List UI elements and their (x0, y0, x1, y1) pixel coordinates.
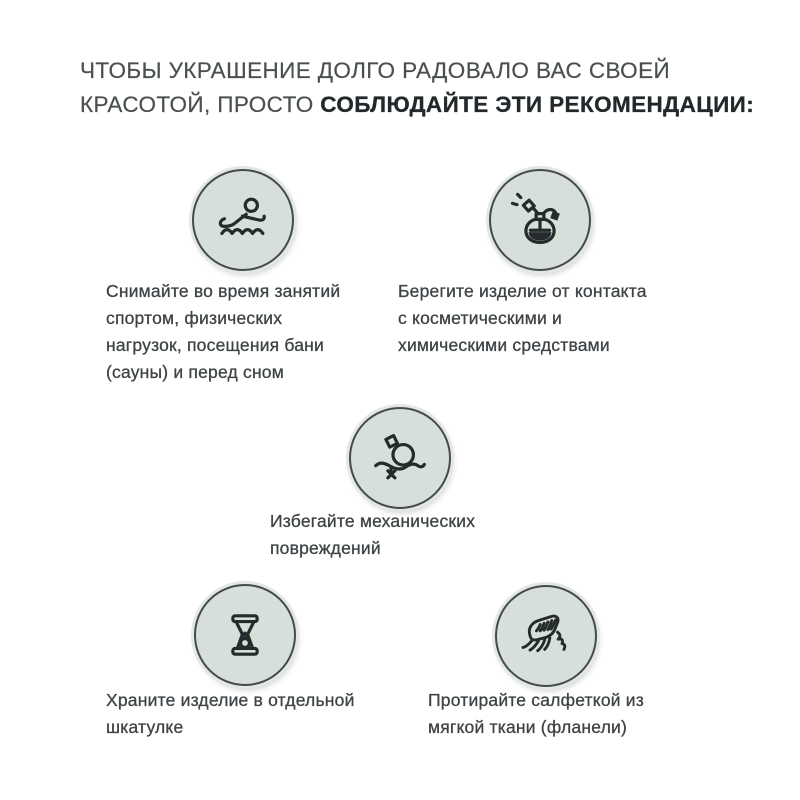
caption-line: с косметическими и (398, 308, 562, 328)
caption-line: Берегите изделие от контакта (398, 281, 647, 301)
page-title-line2-bold: СОБЛЮДАЙТЕ ЭТИ РЕКОМЕНДАЦИИ: (320, 92, 755, 117)
damaged-ring-icon (368, 426, 432, 490)
caption-line: химическими средствами (398, 335, 610, 355)
page-title (80, 54, 770, 122)
polishing-cloth-icon (514, 604, 578, 668)
caption-line: (сауны) и перед сном (106, 362, 284, 382)
caption-line: спортом, физических (106, 308, 283, 328)
caption-avoid-mechanical-damage (270, 508, 475, 562)
swimmer-icon (211, 188, 275, 252)
jewelry-box-icon (213, 603, 277, 667)
caption-line: повреждений (270, 538, 381, 558)
caption-avoid-cosmetics (398, 278, 647, 359)
caption-line: Избегайте механических (270, 511, 476, 531)
caption-store-separately (106, 687, 355, 741)
swimmer-icon-circle (192, 169, 294, 271)
caption-line: Храните изделие в отдельной (106, 690, 355, 710)
page-title-line2-regular: КРАСОТОЙ, ПРОСТО (80, 92, 314, 117)
caption-line: мягкой ткани (фланели) (428, 717, 628, 737)
jewelry-box-icon-circle (194, 584, 296, 686)
caption-remove-during-activity (106, 278, 340, 386)
caption-wipe-with-cloth (428, 687, 644, 741)
perfume-icon-circle (489, 169, 591, 271)
perfume-atomizer-icon (508, 188, 572, 252)
caption-line: нагрузок, посещения бани (106, 335, 325, 355)
caption-line: Протирайте салфеткой из (428, 690, 644, 710)
damaged-ring-icon-circle (349, 407, 451, 509)
caption-line: Снимайте во время занятий (106, 281, 341, 301)
polishing-cloth-icon-circle (495, 585, 597, 687)
caption-line: шкатулке (106, 717, 184, 737)
page-title-line1: ЧТОБЫ УКРАШЕНИЕ ДОЛГО РАДОВАЛО ВАС СВОЕЙ (80, 58, 671, 83)
